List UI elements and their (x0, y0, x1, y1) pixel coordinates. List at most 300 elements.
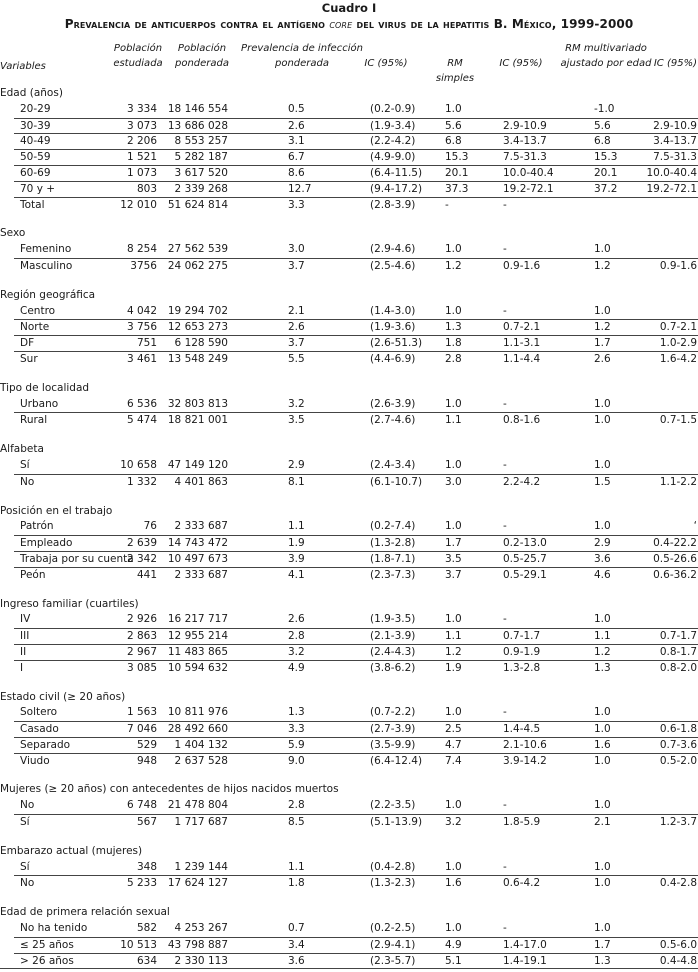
header-rm-simples: RM simples (435, 58, 475, 84)
cell-ic3: 1.0-2.9 (659, 337, 697, 350)
cell-prev: 3.6 (288, 954, 305, 967)
cell-rm: 3.7 (445, 568, 462, 581)
cell-prev: 3.3 (288, 198, 305, 211)
cell-ic2: 3.4-13.7 (503, 135, 547, 148)
header-ic: IC (95%) (364, 58, 408, 69)
cell-lab: Casado (20, 723, 59, 736)
cell-rm: 1.1 (445, 630, 462, 643)
cell-est: 12 010 (120, 198, 157, 211)
header-prevalencia (240, 41, 364, 71)
cell-rm: 1.6 (445, 877, 462, 890)
cell-pond: 2 333 687 (174, 520, 228, 533)
cell-ic2: - (503, 520, 507, 533)
table-row (0, 304, 698, 320)
table-row (0, 458, 698, 474)
group-label: Ingreso familiar (cuartiles) (0, 597, 139, 610)
cell-est: 4 042 (126, 304, 157, 317)
cell-prev: 2.8 (288, 630, 305, 643)
cell-rm2: 1.7 (594, 337, 611, 350)
variable-group (0, 288, 698, 367)
cell-lab: 40-49 (20, 135, 51, 148)
cell-ic3: 3.4-13.7 (653, 135, 697, 148)
cell-rm: 5.6 (445, 119, 462, 132)
cell-ic: (2.3-7.3) (370, 568, 416, 581)
cell-est: 10 658 (120, 458, 157, 471)
cell-rm2: 20.1 (594, 166, 618, 179)
group-label: Estado civil (≥ 20 años) (0, 690, 126, 703)
cell-ic2: 7.5-31.3 (503, 151, 547, 164)
cell-lab: Viudo (20, 754, 50, 767)
cell-prev: 8.6 (288, 166, 305, 179)
header-ic2: IC (95%) (499, 58, 543, 69)
table-row (0, 612, 698, 628)
cell-ic2: 1.4-4.5 (503, 723, 541, 736)
cell-rm: 1.0 (445, 458, 462, 471)
cell-rm: 1.0 (445, 243, 462, 256)
cell-ic3: 10.0-40.4 (646, 166, 697, 179)
cell-ic3: 0.7-1.7 (659, 630, 697, 643)
cell-ic: (5.1-13.9) (370, 816, 423, 829)
cell-rm: 1.2 (445, 259, 462, 272)
cell-est: 5 474 (126, 414, 157, 427)
cell-rm: 6.8 (445, 135, 462, 148)
cell-ic3: 19.2-72.1 (646, 182, 697, 195)
cell-pond: 2 330 113 (174, 954, 228, 967)
group-label: Tipo de localidad (0, 381, 90, 394)
cell-ic2: 2.9-10.9 (503, 119, 547, 132)
cell-ic3: 0.7-1.5 (659, 414, 697, 427)
cell-pond: 4 401 863 (174, 475, 228, 488)
cell-lab: > 26 años (20, 954, 74, 967)
cell-ic: (1.9-3.6) (370, 321, 416, 334)
cell-ic: (0.7-2.2) (370, 706, 416, 719)
cell-est: 1 332 (126, 475, 157, 488)
cell-est: 1 521 (126, 151, 157, 164)
cell-est: 6 536 (126, 397, 157, 410)
cell-rm: 3.0 (445, 475, 462, 488)
cell-rm2: 1.0 (594, 877, 611, 890)
cell-ic: (2.1-3.9) (370, 630, 416, 643)
cell-est: 2 342 (126, 552, 157, 565)
cell-rm2: 6.8 (594, 135, 611, 148)
cell-lab: Sí (20, 458, 30, 471)
cell-ic2: 19.2-72.1 (503, 182, 554, 195)
cell-ic2: - (503, 397, 507, 410)
cell-ic: (1.8-7.1) (370, 552, 416, 565)
cell-pond: 10 811 976 (167, 706, 228, 719)
cell-rm2: 37.2 (594, 182, 618, 195)
cell-pond: 11 483 865 (167, 645, 228, 658)
cell-ic: (2.7-3.9) (370, 723, 416, 736)
cell-lab: No (20, 799, 35, 812)
cell-ic2: 1.1-3.1 (503, 337, 541, 350)
variable-group (0, 782, 698, 829)
cell-est: 8 254 (126, 243, 157, 256)
cell-ic2: - (503, 198, 507, 211)
table-row (14, 149, 698, 165)
table-row (14, 165, 698, 181)
cell-ic2: - (503, 243, 507, 256)
cell-rm2: 1.0 (594, 304, 611, 317)
cell-prev: 2.9 (288, 458, 305, 471)
cell-ic2: 1.1-4.4 (503, 352, 541, 365)
cell-ic: (2.7-4.6) (370, 414, 416, 427)
cell-ic2: 0.7-2.1 (503, 321, 541, 334)
cell-est: 803 (136, 182, 157, 195)
cell-ic3: 7.5-31.3 (653, 151, 697, 164)
cell-ic: (2.8-3.9) (370, 198, 416, 211)
table-row (14, 644, 698, 660)
cell-ic2: - (503, 304, 507, 317)
cell-rm2: -1.0 (594, 102, 615, 115)
cell-ic3: 2.9-10.9 (653, 119, 697, 132)
cell-ic2: - (503, 706, 507, 719)
cell-rm2: 1.0 (594, 458, 611, 471)
group-label: Alfabeta (0, 443, 44, 456)
table-row (14, 118, 698, 134)
cell-rm: 1.8 (445, 337, 462, 350)
cell-pond: 43 798 887 (167, 938, 228, 951)
header-line: RM multivariado (565, 43, 647, 54)
cell-prev: 3.4 (288, 938, 305, 951)
cell-ic3: 0.6-1.8 (659, 723, 697, 736)
cell-est: 3 085 (126, 661, 157, 674)
cell-ic: (2.5-4.6) (370, 259, 416, 272)
cell-est: 2 926 (126, 613, 157, 626)
cell-ic3: 0.5-26.6 (653, 552, 697, 565)
cell-rm2: 1.2 (594, 645, 611, 658)
cell-pond: 27 562 539 (167, 243, 228, 256)
cell-ic: (1.9-3.5) (370, 613, 416, 626)
cell-lab: DF (20, 337, 35, 350)
cell-rm: 2.5 (445, 723, 462, 736)
cell-est: 2 967 (126, 645, 157, 658)
cell-lab: No ha tenido (20, 922, 88, 935)
cell-ic3: 0.7-2.1 (659, 321, 697, 334)
cell-ic: (2.9-4.6) (370, 243, 416, 256)
cell-ic2: 0.9-1.6 (503, 259, 541, 272)
cell-rm: 3.2 (445, 816, 462, 829)
cell-prev: 3.3 (288, 723, 305, 736)
cell-rm: 1.0 (445, 706, 462, 719)
cell-rm2: 2.1 (594, 816, 611, 829)
table-row (14, 351, 698, 367)
table-row (0, 519, 698, 535)
table-row (14, 567, 698, 583)
variable-group (0, 690, 698, 769)
cell-prev: 9.0 (288, 754, 305, 767)
cell-rm: 37.3 (445, 182, 469, 195)
table-row (14, 412, 698, 428)
cell-est: 3 334 (126, 102, 157, 115)
cell-prev: 1.8 (288, 877, 305, 890)
cell-pond: 51 624 814 (167, 198, 228, 211)
cell-ic: (3.5-9.9) (370, 738, 416, 751)
cell-ic2: - (503, 922, 507, 935)
cell-ic: (9.4-17.2) (370, 182, 423, 195)
table-body (0, 86, 698, 968)
cell-prev: 3.1 (288, 135, 305, 148)
cell-ic3: 0.9-1.6 (659, 259, 697, 272)
cell-ic: (2.6-3.9) (370, 397, 416, 410)
cell-pond: 2 637 528 (174, 754, 228, 767)
cell-pond: 17 624 127 (167, 877, 228, 890)
cell-prev: 2.8 (288, 799, 305, 812)
table-row (14, 628, 698, 644)
cell-prev: 0.7 (288, 922, 305, 935)
header-ic3: IC (95%) (653, 58, 697, 69)
cell-ic2: - (503, 860, 507, 873)
cell-rm: 1.9 (445, 661, 462, 674)
cell-ic2: 1.4-17.0 (503, 938, 547, 951)
cell-est: 441 (136, 568, 157, 581)
cell-ic2: 10.0-40.4 (503, 166, 554, 179)
table-row (14, 335, 698, 351)
cell-lab: 30-39 (20, 119, 51, 132)
cell-est: 3756 (130, 259, 157, 272)
cell-est: 1 073 (126, 166, 157, 179)
cell-ic: (0.2-7.4) (370, 520, 416, 533)
variable-group (0, 504, 698, 583)
cell-prev: 3.9 (288, 552, 305, 565)
cell-est: 5 233 (126, 877, 157, 890)
cell-ic2: 1.3-2.8 (503, 661, 541, 674)
cell-rm2: 1.0 (594, 243, 611, 256)
table-row (14, 133, 698, 149)
cell-rm: 20.1 (445, 166, 469, 179)
cell-rm: 2.8 (445, 352, 462, 365)
cell-rm: 1.0 (445, 102, 462, 115)
cell-ic2: 0.5-29.1 (503, 568, 547, 581)
cell-prev: 1.1 (288, 860, 305, 873)
cell-ic2: - (503, 613, 507, 626)
cell-est: 529 (136, 738, 157, 751)
cell-rm: 7.4 (445, 754, 462, 767)
group-label: Edad (años) (0, 87, 63, 99)
cell-lab: Trabaja por su cuenta (20, 552, 134, 565)
cell-pond: 1 239 144 (174, 860, 228, 873)
cell-pond: 13 548 249 (167, 352, 228, 365)
cell-pond: 12 653 273 (167, 321, 228, 334)
cell-ic3: 0.4-2.8 (659, 877, 697, 890)
cell-ic2: 0.7-1.7 (503, 630, 541, 643)
cell-ic: (2.9-4.1) (370, 938, 416, 951)
header-line: Prevalencia de infección (241, 43, 363, 54)
cell-lab: ≤ 25 años (20, 938, 74, 951)
header-rm-multivariado (558, 41, 654, 71)
cell-lab: 20-29 (20, 102, 51, 115)
cell-lab: III (20, 630, 30, 643)
table-row (14, 319, 698, 335)
cell-rm2: 1.0 (594, 754, 611, 767)
cell-rm2: 3.6 (594, 552, 611, 565)
cell-rm2: 1.3 (594, 954, 611, 967)
cell-est: 567 (136, 816, 157, 829)
cell-prev: 4.9 (288, 661, 305, 674)
cell-prev: 3.7 (288, 259, 305, 272)
cell-ic: (1.3-2.3) (370, 877, 416, 890)
cell-lab: No (20, 877, 35, 890)
table-row (0, 397, 698, 413)
cell-ic3: 0.4-22.2 (653, 537, 697, 550)
cell-prev: 4.1 (288, 568, 305, 581)
group-label: Edad de primera relación sexual (0, 906, 170, 919)
cell-pond: 10 594 632 (167, 661, 228, 674)
cell-rm2: 2.6 (594, 352, 611, 365)
cell-rm: 3.5 (445, 552, 462, 565)
cell-pond: 2 339 268 (174, 182, 228, 195)
table-row (14, 937, 698, 953)
cell-ic2: 0.8-1.6 (503, 414, 541, 427)
cell-ic: (4.9-9.0) (370, 151, 416, 164)
cell-lab: 50-59 (20, 151, 51, 164)
variable-group (0, 905, 698, 968)
cell-est: 948 (136, 754, 157, 767)
cell-rm2: 1.1 (594, 630, 611, 643)
title-core-italic: core (329, 17, 353, 31)
cell-rm2: 1.2 (594, 259, 611, 272)
cell-rm: 1.7 (445, 537, 462, 550)
cell-prev: 6.7 (288, 151, 305, 164)
cell-est: 2 863 (126, 630, 157, 643)
cell-lab: 60-69 (20, 166, 51, 179)
cell-rm: - (445, 198, 449, 211)
table-title (0, 17, 698, 31)
cell-pond: 19 294 702 (167, 304, 228, 317)
table-row (0, 102, 698, 118)
header-variables: Variables (0, 61, 46, 72)
cell-est: 751 (136, 337, 157, 350)
cell-prev: 8.1 (288, 475, 305, 488)
cell-rm: 1.0 (445, 613, 462, 626)
table-row (14, 535, 698, 551)
cell-rm2: 1.3 (594, 661, 611, 674)
cell-pond: 13 686 028 (167, 119, 228, 132)
cell-lab: No (20, 475, 35, 488)
table-row (0, 860, 698, 876)
cell-ic: (6.4-11.5) (370, 166, 423, 179)
cell-rm2: 1.2 (594, 321, 611, 334)
cell-prev: 1.1 (288, 520, 305, 533)
cell-ic: (2.4-3.4) (370, 458, 416, 471)
cell-prev: 5.9 (288, 738, 305, 751)
cell-prev: 2.1 (288, 304, 305, 317)
cell-est: 1 563 (126, 706, 157, 719)
table-row (14, 814, 698, 830)
cell-est: 582 (136, 922, 157, 935)
cell-rm: 1.0 (445, 860, 462, 873)
cell-prev: 2.6 (288, 321, 305, 334)
variable-group (0, 442, 698, 489)
cell-ic2: 0.6-4.2 (503, 877, 541, 890)
cell-ic: (2.2-3.5) (370, 799, 416, 812)
cell-rm: 4.9 (445, 938, 462, 951)
cell-pond: 32 803 813 (167, 397, 228, 410)
cell-rm2: 1.0 (594, 922, 611, 935)
cell-rm2: 1.0 (594, 860, 611, 873)
cell-ic: (2.2-4.2) (370, 135, 416, 148)
header-line: ajustado por edad (560, 58, 652, 69)
table-row (14, 181, 698, 197)
table-row (0, 242, 698, 258)
cell-lab: Femenino (20, 243, 72, 256)
cell-rm2: 1.0 (594, 414, 611, 427)
cell-ic2: - (503, 799, 507, 812)
cell-pond: 16 217 717 (167, 613, 228, 626)
cell-lab: Total (20, 198, 45, 211)
cell-rm2: 5.6 (594, 119, 611, 132)
cell-lab: IV (20, 613, 31, 626)
cell-prev: 3.7 (288, 337, 305, 350)
cell-ic2: 0.5-25.7 (503, 552, 547, 565)
cell-lab: Soltero (20, 706, 58, 719)
cell-est: 3 756 (126, 321, 157, 334)
group-label: Sexo (0, 227, 26, 240)
table-row (0, 921, 698, 937)
cell-rm2: 1.0 (594, 723, 611, 736)
cell-lab: Norte (20, 321, 50, 334)
cell-lab: Patrón (20, 520, 54, 533)
cell-lab: II (20, 645, 27, 658)
cell-rm2: 1.5 (594, 475, 611, 488)
cell-ic: (2.3-5.7) (370, 954, 416, 967)
cell-ic3: 0.5-6.0 (659, 938, 697, 951)
cell-pond: 1 404 132 (174, 738, 228, 751)
table-bottom-rule (0, 968, 698, 969)
cell-prev: 3.2 (288, 397, 305, 410)
cell-ic2: 3.9-14.2 (503, 754, 547, 767)
cell-ic: (0.2-0.9) (370, 102, 416, 115)
cell-lab: Centro (20, 304, 56, 317)
variable-group (0, 597, 698, 676)
header-poblacion-estudiada (108, 41, 168, 71)
cell-est: 3 461 (126, 352, 157, 365)
table-row (14, 197, 698, 213)
variable-group (0, 381, 698, 428)
variable-group (0, 226, 698, 273)
cell-pond: 21 478 804 (167, 799, 228, 812)
cell-ic3: ‘ (693, 520, 697, 533)
cell-ic: (2.6-51.3) (370, 337, 423, 350)
cell-est: 2 639 (126, 537, 157, 550)
header-line: Población (177, 43, 227, 54)
cell-rm2: 2.9 (594, 537, 611, 550)
cell-pond: 24 062 275 (167, 259, 228, 272)
header-line: Población (113, 43, 163, 54)
title-part: Prevalencia de anticuerpos contra el antígeno (64, 17, 330, 31)
cell-prev: 12.7 (288, 182, 312, 195)
cell-rm: 4.7 (445, 738, 462, 751)
cell-lab: Rural (20, 414, 48, 427)
cell-ic3: 0.8-1.7 (659, 645, 697, 658)
cell-pond: 8 553 257 (174, 135, 228, 148)
cell-prev: 5.5 (288, 352, 305, 365)
cell-ic: (3.8-6.2) (370, 661, 416, 674)
cell-rm2: 1.0 (594, 706, 611, 719)
cell-ic2: 0.2-13.0 (503, 537, 547, 550)
cell-ic3: 1.6-4.2 (659, 352, 697, 365)
cell-lab: Sur (20, 352, 38, 365)
cell-ic3: 1.1-2.2 (659, 475, 697, 488)
cell-ic3: 0.7-3.6 (659, 738, 697, 751)
cell-ic3: 0.8-2.0 (659, 661, 697, 674)
cell-ic3: 0.6-36.2 (653, 568, 697, 581)
table-row (14, 551, 698, 567)
cell-rm2: 1.0 (594, 520, 611, 533)
cell-rm2: 1.0 (594, 799, 611, 812)
cell-est: 6 748 (126, 799, 157, 812)
table-row (14, 474, 698, 490)
